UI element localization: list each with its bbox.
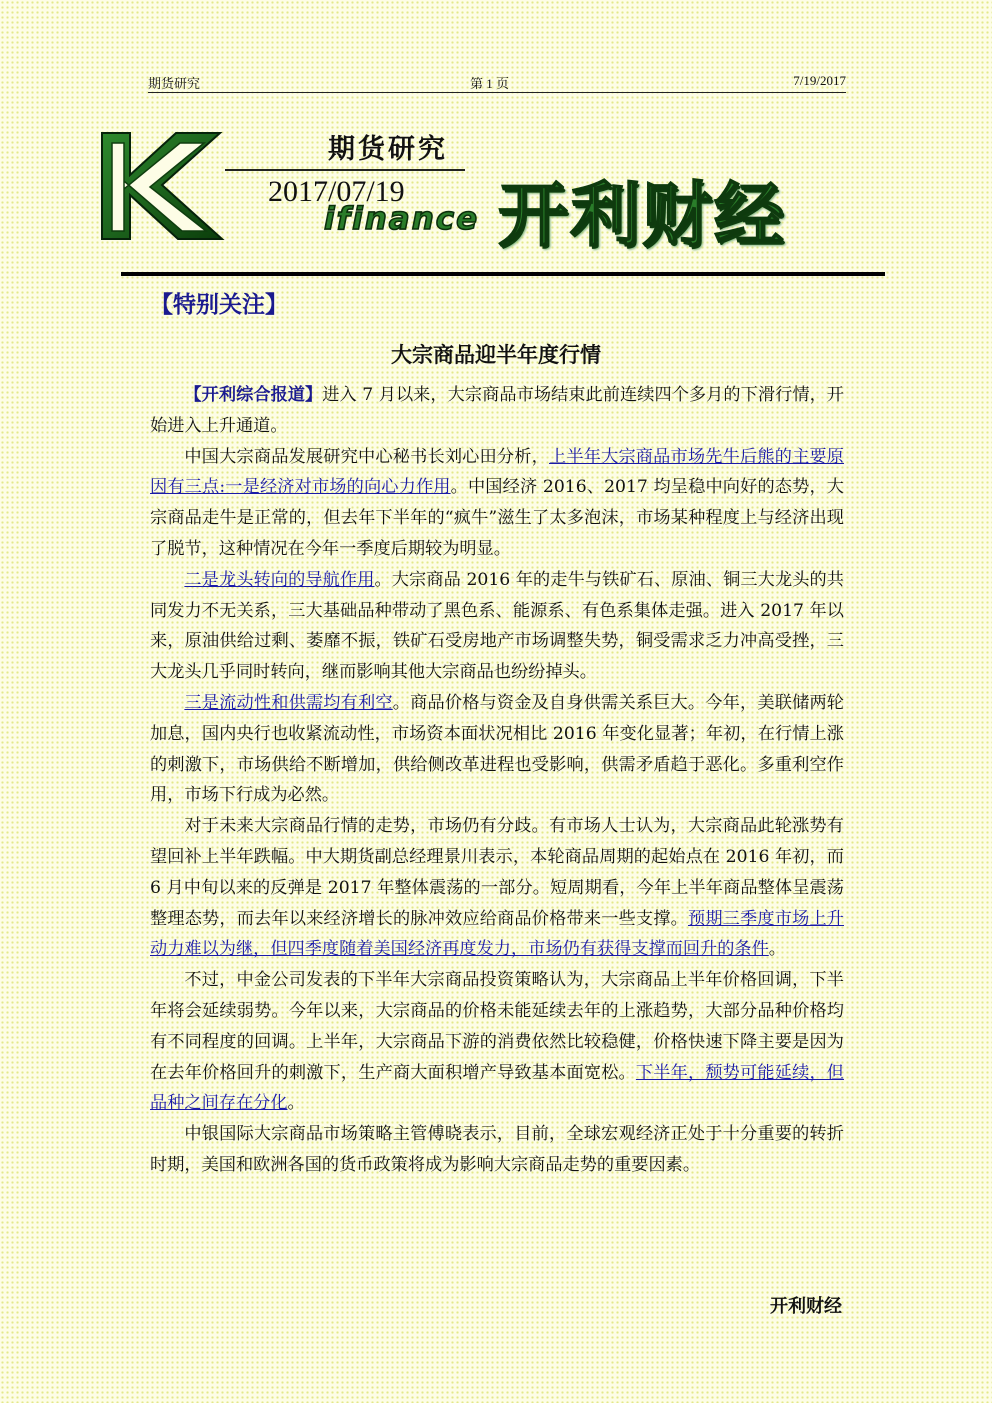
header-date: 7/19/2017: [793, 73, 846, 88]
paragraph-5: [150, 811, 844, 965]
paragraph-5-pre: 对于未来大宗商品行情的走势，市场仍有分歧。有市场人士认为，大宗商品此轮涨势有望回补上半年跌幅。中大期货副总经理景川表示，本轮商品周期的起始点在 2016 年初，而 6 月中旬以来的反弹是 2017 年整体震荡的一部分。短周期看，今年上半年商品整体呈震荡整理态势，而去年以来经济增长的脉冲效应给商品价格带来一些支撑。: [150, 816, 844, 929]
paragraph-6-post: 。: [287, 1093, 305, 1114]
kfinance-k-logo: [100, 131, 230, 241]
paragraph-7: [150, 1119, 844, 1181]
article-body: [150, 380, 844, 1181]
logo-divider: [225, 169, 465, 171]
header-section-name: 期货研究: [148, 76, 201, 91]
logo-kind-label: 期货研究: [328, 134, 448, 165]
point-one-link[interactable]: 上半年大宗商品市场先牛后熊的主要原因有三点:一是经济对市场的向心力作用: [150, 446, 844, 498]
article-title: 大宗商品迎半年度行情: [391, 343, 601, 367]
paragraph-2-pre: 中国大宗商品发展研究中心秘书长刘心田分析，: [184, 446, 549, 467]
second-half-link[interactable]: 下半年，颓势可能延续，但品种之间存在分化: [150, 1062, 844, 1114]
header-page-number: 第 1 页: [470, 76, 510, 91]
running-header: [148, 72, 846, 93]
masthead-rule: [121, 272, 885, 276]
outlook-link[interactable]: 预期三季度市场上升动力难以为继，但四季度随着美国经济再度发力，市场仍有获得支撑而回升的条件: [150, 908, 844, 960]
paragraph-7-text: 中银国际大宗商品市场策略主管傅晓表示，目前，全球宏观经济正处于十分重要的转折时期，美国和欧洲各国的货币政策将成为影响大宗商品走势的重要因素。: [150, 1124, 844, 1175]
logo-issue-date: 2017/07/19: [268, 175, 405, 208]
point-three-link[interactable]: 三是流动性和供需均有利空: [184, 692, 393, 713]
paragraph-2: [150, 442, 844, 565]
paragraph-1: [150, 380, 844, 442]
masthead: [100, 125, 880, 265]
paragraph-3-post: 。大宗商品 2016 年的走牛与铁矿石、原油、铜三大龙头的共同发力不无关系，三大基础品种带动了黑色系、能源系、有色系集体走强。进入 2017 年以来，原油供给过剩、萎靡不振，铁矿石受房地产市场调整失势，铜受需求乏力冲高受挫，三大龙头几乎同时转向，继而影响其他大宗商品也纷纷掉头。: [150, 569, 844, 683]
paragraph-6: [150, 965, 844, 1119]
paragraph-4: [150, 688, 844, 811]
paragraph-2-post: 。中国经济 2016、2017 均呈稳中向好的态势，大宗商品走牛是正常的，但去年下半年的“疯牛”滋生了太多泡沫，市场某种程度上与经济出现了脱节，这种情况在今年一季度后期较为明显。: [150, 477, 844, 559]
brand-title: 开利财经: [498, 174, 786, 256]
footer-brand: 开利财经: [770, 1296, 842, 1317]
paragraph-6-pre: 不过，中金公司发表的下半年大宗商品投资策略认为，大宗商品上半年价格回调，下半年将会延续弱势。今年以来，大宗商品的价格未能延续去年的上涨趋势，大部分品种价格均有不同程度的回调。上半年，大宗商品下游的消费依然比较稳健，价格快速下降主要是因为在去年价格回升的刺激下，生产商大面积增产导致基本面宽松。: [150, 970, 844, 1083]
report-tag: 【开利综合报道】: [184, 385, 323, 405]
paragraph-5-post: 。: [768, 939, 786, 960]
paragraph-4-post: 。商品价格与资金及自身供需关系巨大。今年，美联储两轮加息，国内央行也收紧流动性，市场资本面状况相比 2016 年变化显著；年初，在行情上涨的刺激下，市场供给不断增加，供给侧改革进程也受影响，供需矛盾趋于恶化。多重利空作用，市场下行成为必然。: [150, 692, 844, 806]
paragraph-3: [150, 565, 844, 688]
point-two-link[interactable]: 二是龙头转向的导航作用: [184, 569, 375, 590]
paragraph-1-text: 进入 7 月以来，大宗商品市场结束此前连续四个多月的下滑行情，开始进入上升通道。: [150, 385, 844, 436]
section-tag: 【特别关注】: [150, 292, 288, 318]
logo-wordmark: ifinance: [324, 201, 480, 237]
